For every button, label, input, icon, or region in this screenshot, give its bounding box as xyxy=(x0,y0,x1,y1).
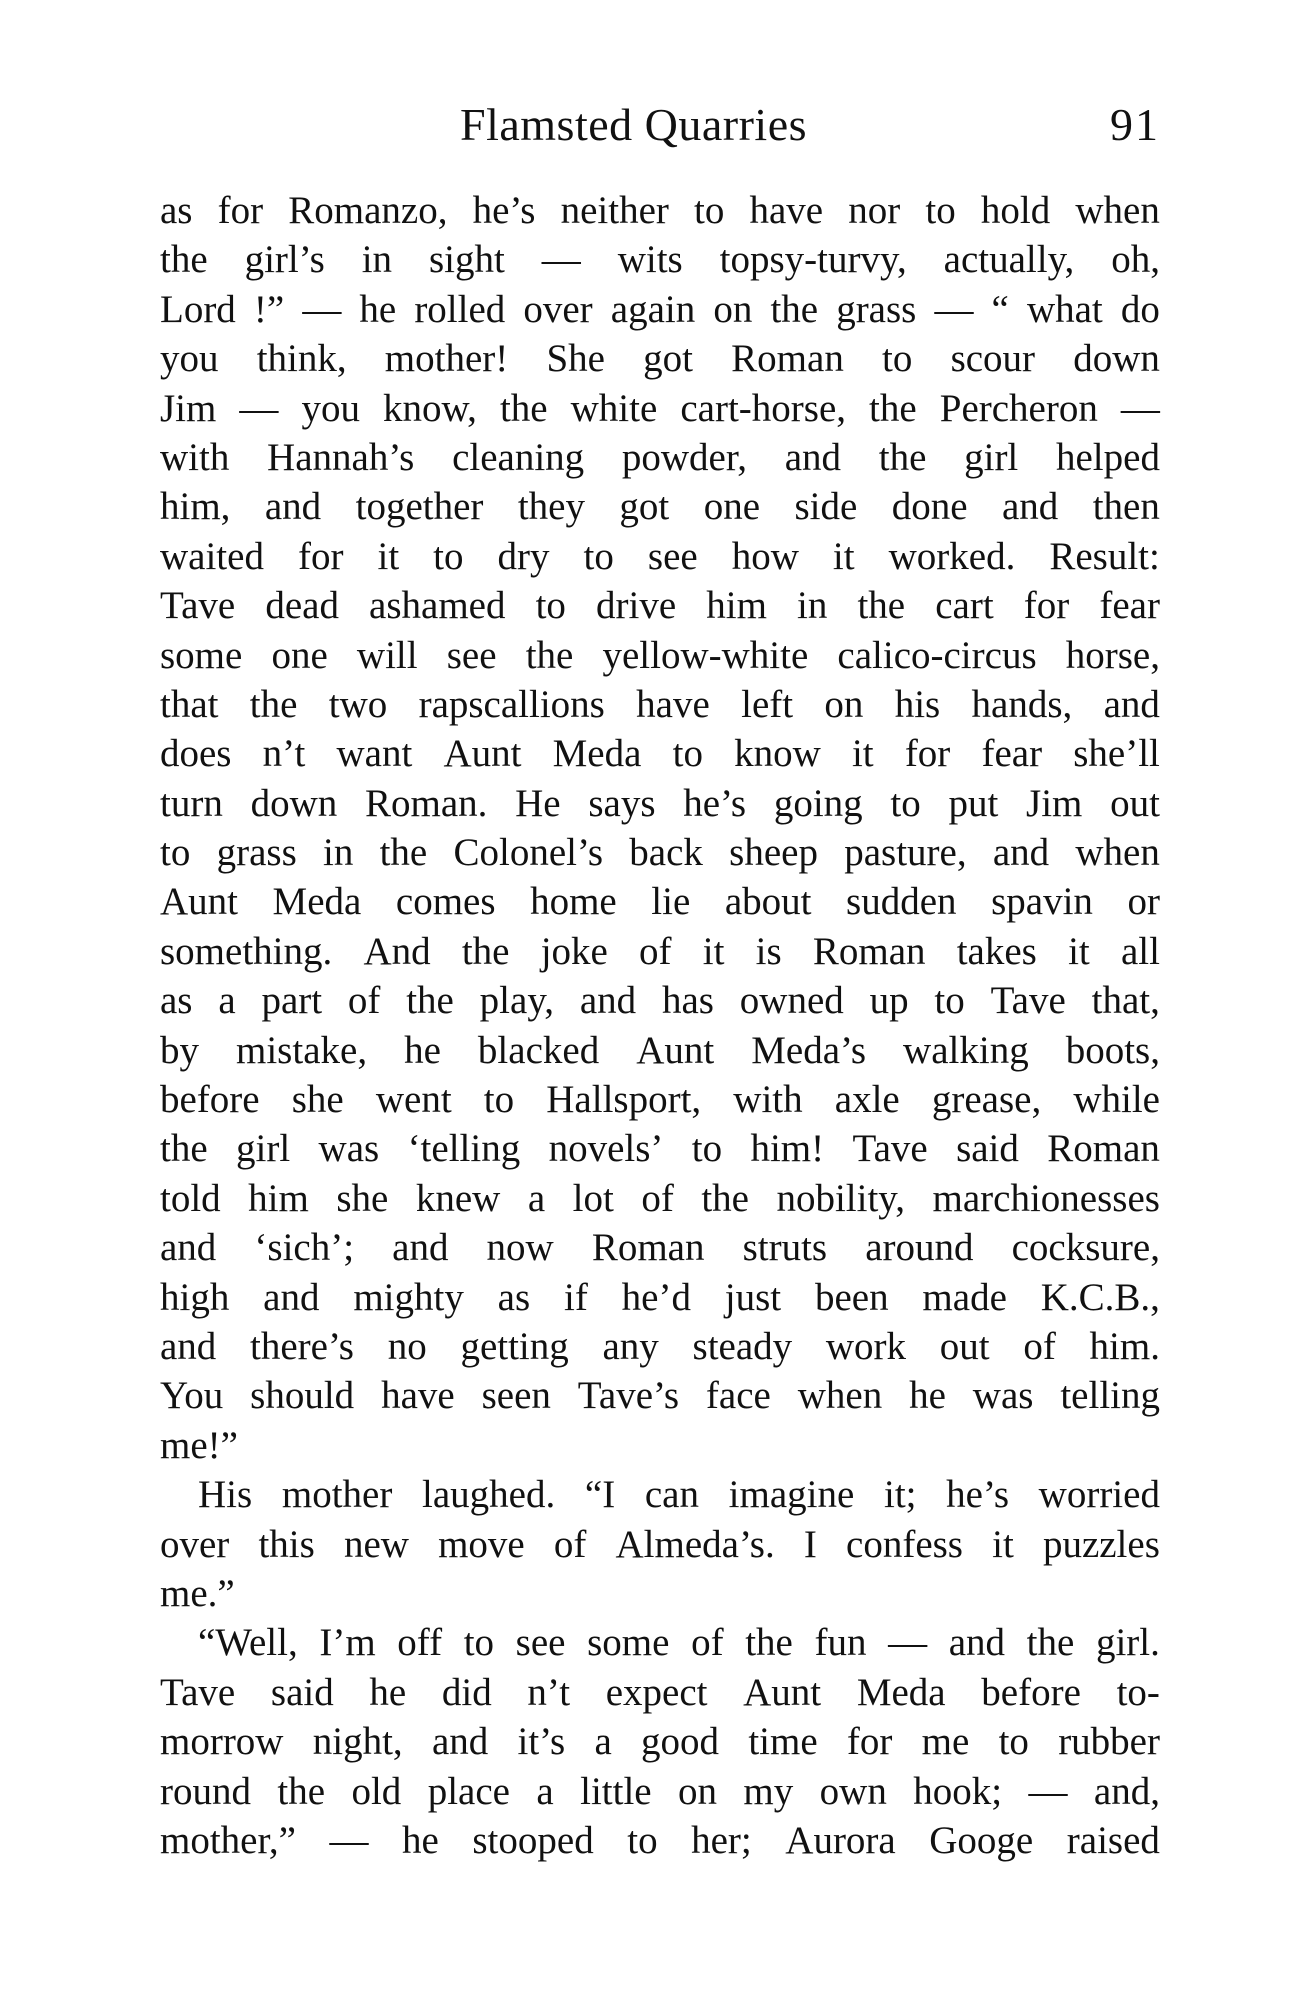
text-line: high and mighty as if he’d just been made K.C.B., xyxy=(160,1275,1160,1319)
text-line: before she went to Hallsport, with axle grease, while xyxy=(160,1078,1160,1122)
text-line: Tave dead ashamed to drive him in the cart for fear xyxy=(160,584,1160,628)
text-line: me.” xyxy=(160,1571,235,1615)
text-line: some one will see the yellow-white calico-circus horse, xyxy=(160,633,1160,677)
page-number: 91 xyxy=(1110,99,1160,150)
text-line: round the old place a little on my own hook; — and, xyxy=(160,1769,1160,1813)
text-line: waited for it to dry to see how it worked. Result: xyxy=(160,534,1160,578)
body-text xyxy=(160,186,1160,1865)
text-line: with Hannah’s cleaning powder, and the girl helped xyxy=(160,435,1160,479)
text-line: over this new move of Almeda’s. I confess it puzzles xyxy=(160,1522,1160,1566)
text-line: His mother laughed. “I can imagine it; he’s worried xyxy=(198,1473,1160,1517)
text-line: Jim — you know, the white cart-horse, the Percheron — xyxy=(160,386,1160,430)
text-line: by mistake, he blacked Aunt Meda’s walking boots, xyxy=(160,1028,1160,1072)
text-line: the girl was ‘telling novels’ to him! Tave said Roman xyxy=(160,1127,1160,1171)
text-line: you think, mother! She got Roman to scour down xyxy=(160,337,1160,381)
text-line: Aunt Meda comes home lie about sudden spavin or xyxy=(160,880,1160,924)
running-head xyxy=(160,98,1160,158)
text-line: does n’t want Aunt Meda to know it for fear she’ll xyxy=(160,732,1160,776)
text-line: as for Romanzo, he’s neither to have nor to hold when xyxy=(160,189,1160,232)
text-line: something. And the joke of it is Roman takes it all xyxy=(160,929,1160,973)
text-line: “Well, I’m off to see some of the fun — and the girl. xyxy=(198,1621,1160,1665)
text-line: me!” xyxy=(160,1423,238,1467)
text-line: that the two rapscallions have left on his hands, and xyxy=(160,682,1160,726)
text-line: the girl’s in sight — wits topsy-turvy, actually, oh, xyxy=(160,238,1160,282)
text-line: and there’s no getting any steady work out of him. xyxy=(160,1324,1160,1368)
text-line: Tave said he did n’t expect Aunt Meda before to- xyxy=(160,1670,1160,1714)
text-line: morrow night, and it’s a good time for me to rubber xyxy=(160,1720,1160,1764)
running-head-title: Flamsted Quarries xyxy=(460,99,808,150)
text-line: mother,” — he stooped to her; Aurora Googe raised xyxy=(160,1818,1160,1862)
text-line: told him she knew a lot of the nobility, marchionesses xyxy=(160,1176,1160,1220)
text-line: and ‘sich’; and now Roman struts around cocksure, xyxy=(160,1226,1160,1270)
text-line: You should have seen Tave’s face when he was telling xyxy=(160,1374,1160,1418)
text-line: as a part of the play, and has owned up to Tave that, xyxy=(160,979,1160,1023)
text-line: him, and together they got one side done and then xyxy=(160,485,1160,529)
text-line: Lord !” — he rolled over again on the grass — “ what do xyxy=(160,287,1160,331)
text-line: to grass in the Colonel’s back sheep pasture, and when xyxy=(160,831,1160,875)
text-line: turn down Roman. He says he’s going to put Jim out xyxy=(160,781,1160,825)
